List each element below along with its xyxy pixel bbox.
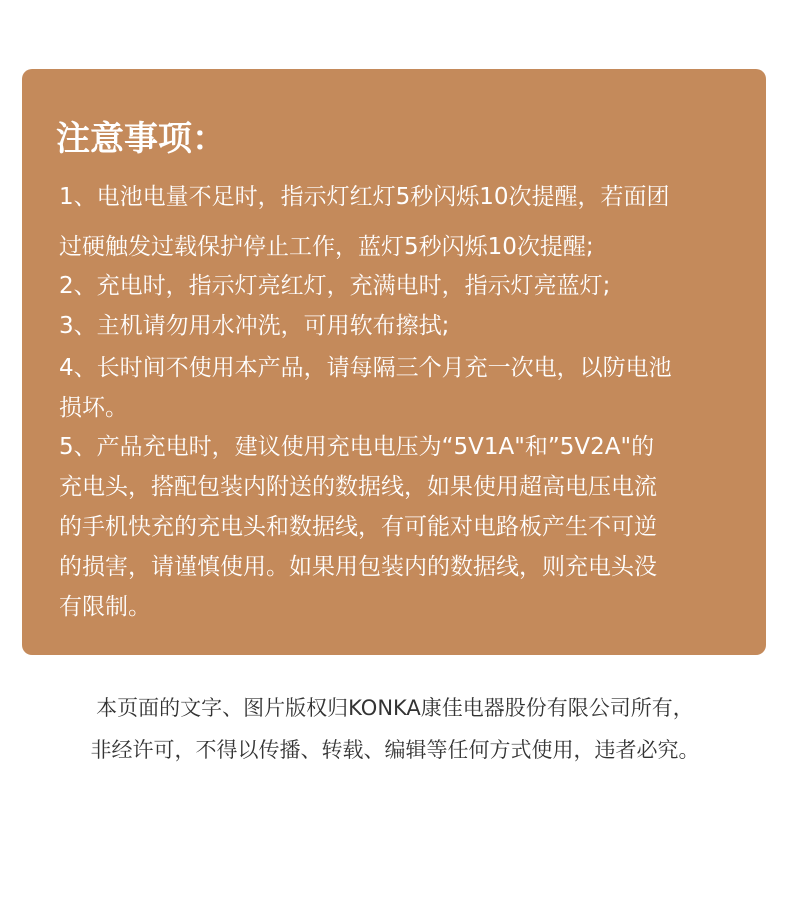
notice-line-9: 的手机快充的充电头和数据线，有可能对电路板产生不可逆 — [59, 514, 657, 540]
copyright-line-2: 非经许可，不得以传播、转载、编辑等任何方式使用，违者必究。 — [90, 738, 700, 762]
notice-title: 注意事项： — [56, 119, 226, 159]
notice-line-6: 损坏。 — [59, 395, 128, 421]
notice-line-5: 4、长时间不使用本产品，请每隔三个月充一次电，以防电池 — [59, 355, 672, 381]
notice-card — [22, 69, 766, 655]
copyright-line-1: 本页面的文字、图片版权归KONKA康佳电器股份有限公司所有， — [96, 696, 694, 720]
notice-line-11: 有限制。 — [59, 594, 151, 620]
notice-line-1: 1、电池电量不足时，指示灯红灯5秒闪烁10次提醒，若面团 — [59, 184, 670, 210]
notice-line-2: 过硬触发过载保护停止工作，蓝灯5秒闪烁10次提醒; — [59, 234, 594, 260]
notice-line-3: 2、充电时，指示灯亮红灯，充满电时，指示灯亮蓝灯; — [59, 273, 611, 299]
notice-line-4: 3、主机请勿用水冲洗，可用软布擦拭; — [59, 313, 450, 339]
notice-line-7: 5、产品充电时，建议使用充电电压为“5V1A"和”5V2A"的 — [59, 434, 655, 460]
notice-line-10: 的损害，请谨慎使用。如果用包装内的数据线，则充电头没 — [59, 554, 657, 580]
notice-line-8: 充电头，搭配包装内附送的数据线，如果使用超高电压电流 — [59, 474, 657, 500]
